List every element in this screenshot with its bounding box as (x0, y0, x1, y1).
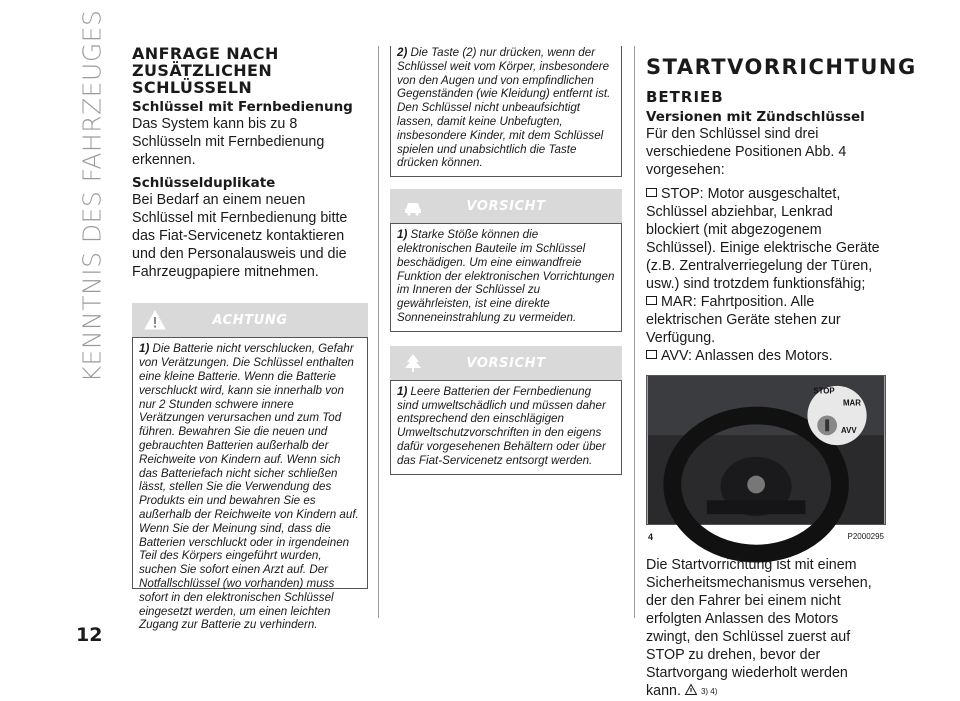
paragraph: Das System kann bis zu 8 Schlüsseln mit Fernbedienung erkennen. (132, 116, 325, 169)
note-text: Die Taste (2) nur drücken, wenn der Schlüssel weit vom Körper, insbesondere von den Augen und von empfindlichen Gegenständen (wie Kleidung) entfernt ist. Den Schlüssel nicht unbeaufsichtigt lassen, damit keine Unbefugten, insbesondere Kinder, mit dem Schlüssel spielen und unabsichtlich die Taste drücken können. (397, 46, 611, 170)
subheading: Schlüssel mit Fernbedienung (132, 99, 353, 116)
warning-text-box (132, 337, 368, 632)
column-divider (634, 46, 635, 618)
note-number: 1) (139, 342, 150, 356)
caution-header (390, 346, 622, 380)
caution-header (390, 189, 622, 223)
subheading: Versionen mit Zündschlüssel (646, 108, 865, 125)
paragraph: Für den Schlüssel sind drei verschiedene Positionen Abb. 4 vorgesehen: (646, 125, 847, 178)
paragraph: Bei Bedarf an einem neuen Schlüssel mit Fernbedienung bitte das Fiat-Servicenetz kontaktieren und den Personalausweis und die Fahrzeugpapiere mitnehmen. (132, 192, 348, 281)
figure-number: 4 (648, 531, 654, 542)
note-number: 1) (397, 228, 408, 242)
page-number: 12 (76, 624, 103, 646)
ignition-photo (646, 375, 886, 525)
paragraph: Die Startvorrichtung ist mit einem Sicherheitsmechanismus versehen, der den Fahrer bei einem nicht erfolgten Anlassen des Motors zwingt, den Schlüssel zuerst auf STOP zu drehen, bevor der Startvorgang wiederholt werden kann. 3) 4) (646, 556, 872, 699)
caution-text: Starke Stöße können die elektronischen Bauteile im Schlüssel beschädigen. Um eine einwandfreie Funktion der elektronischen Vorrichtungen im Inneren der Schlüssel zu gewährleisten, ist eine direkte Sonneneinstrahlung zu vermeiden. (397, 228, 615, 324)
figure-caption (646, 530, 886, 544)
position-list (646, 185, 886, 365)
caution-text-box (390, 223, 622, 332)
note-box (390, 46, 622, 177)
label-avv: AVV (840, 426, 857, 436)
subheading: Schlüsselduplikate (132, 175, 276, 192)
section-heading: ANFRAGE NACH ZUSÄTZLICHEN SCHLÜSSELN (132, 44, 279, 97)
caution-block (390, 346, 622, 475)
column-3 (646, 46, 917, 701)
caution-label: VORSICHT (466, 199, 546, 215)
column-2 (390, 46, 622, 475)
figure-code: P2000295 (847, 531, 884, 541)
note-number: 1) (397, 384, 408, 398)
warning-header (132, 303, 368, 337)
caution-block (390, 189, 622, 332)
key-position-icon (646, 296, 657, 305)
section-subheading: BETRIEB (646, 88, 724, 107)
warning-text: Die Batterie nicht verschlucken, Gefahr von Verätzungen. Die Schlüssel enthalten eine kleine Batterie. Wenn die Batterie verschluckt wird, kann sie innerhalb von nur 2 Stunden schwere innere Verätzungen verursachen und zum Tod führen. Bewahren Sie die neuen und gebrauchten Batterien außerhalb der Reichweite von Kindern auf. Wenn sich das Batteriefach nicht sicher schließen lässt, stellen Sie die Verwendung des Produkts ein und bewahren Sie es außerhalb der Reichweite von Kindern auf. Wenn Sie der Meinung sind, dass die Batterien verschluckt oder in irgendeinen Teil des Körpers eingeführt wurden, suchen Sie sofort einen Arzt auf. Der Notfallschlüssel (wo vorhanden) muss sofort in den elektronischen Schlüssel eingesetzt werden, um einen leichten Zugang zur Batterie zu verhindern. (139, 342, 359, 632)
caution-text: Leere Batterien der Fernbedienung sind umweltschädlich und müssen daher entsprechend den einschlägigen Umweltschutzvorschriften in den eigens dafür vorgesehenen Behältern oder über das Fiat-Servicenetz entsorgt werden. (397, 384, 606, 467)
key-position-icon (646, 350, 657, 359)
column-divider (378, 46, 379, 618)
caution-label: VORSICHT (466, 355, 546, 371)
warning-label: ACHTUNG (212, 313, 288, 329)
side-title: KENNTNIS DES FAHRZEUGES (77, 9, 107, 383)
label-stop: STOP (813, 386, 835, 396)
list-item: AVV: Anlassen des Motors. (646, 347, 886, 365)
label-mar: MAR (842, 398, 861, 408)
list-item: MAR: Fahrtposition. Alle elektrischen Geräte stehen zur Verfügung. (646, 293, 841, 346)
note-references: 3) 4) (700, 686, 718, 696)
caution-text-box (390, 380, 622, 475)
column-1 (132, 44, 368, 632)
note-number: 2) (397, 46, 408, 59)
warning-triangle-icon (685, 684, 697, 695)
key-position-icon (646, 188, 657, 197)
warning-block (132, 303, 368, 632)
section-heading: STARTVORRICHTUNG (646, 55, 917, 79)
list-item: STOP: Motor ausgeschaltet, Schlüssel abziehbar, Lenkrad blockiert (mit abgezogenem Schlüssel). Einige elektrische Geräte (z.B. Zentralverriegelung der Türen, usw.) sind trotzdem funktionsfähig; (646, 185, 880, 292)
